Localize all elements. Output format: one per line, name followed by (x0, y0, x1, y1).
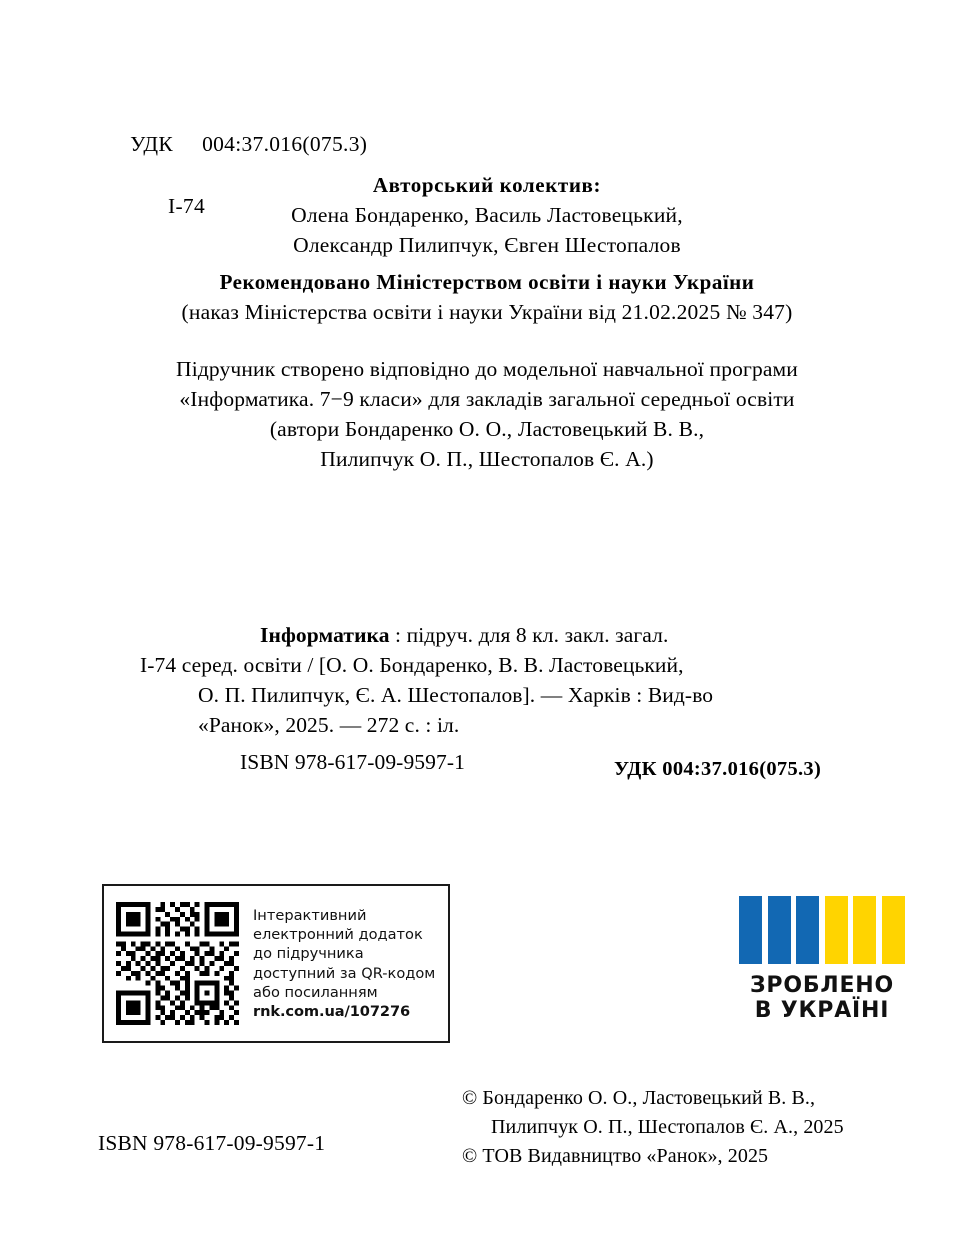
cip-bibliographic-record (140, 620, 860, 777)
qr-promo-box (102, 884, 450, 1043)
badge-bar-1 (739, 896, 762, 964)
ministry-heading: Рекомендовано Міністерством освіти і науки України (219, 270, 755, 294)
cip-line-4: «Ранок», 2025. — 272 с. : іл. (198, 713, 460, 737)
qr-text-line-3: до підручника (253, 945, 364, 963)
qr-text-line-4: доступний за QR-кодом (253, 964, 436, 982)
udc-label: УДК (130, 132, 174, 156)
made-line-2: В УКРАЇНІ (754, 998, 890, 1023)
qr-link[interactable]: rnk.com.ua/107276 (253, 1002, 411, 1020)
ministry-approval-block (0, 267, 974, 327)
copyright-line-1: © Бондаренко О. О., Ластовецький В. В., (462, 1087, 816, 1109)
qr-promo-text (253, 906, 435, 1021)
udc-code: 004:37.016(075.3) (202, 132, 368, 156)
udc-author-index: I-74 (168, 194, 206, 218)
cip-line-2: I-74 серед. освіти / [О. О. Бондаренко, В. В. Ластовецький, (140, 653, 684, 677)
program-line-4: Пилипчук О. П., Шестопалов Є. А.) (320, 447, 654, 471)
copyright-line-2: Пилипчук О. П., Шестопалов Є. А., 2025 (491, 1116, 844, 1138)
cip-title-rest: : підруч. для 8 кл. закл. загал. (389, 623, 669, 647)
authors-block (0, 170, 974, 260)
badge-bar-4 (825, 896, 848, 964)
authors-heading: Авторський колектив: (372, 173, 602, 197)
cip-line-1 (140, 620, 860, 650)
copyright-line-3: © ТОВ Видавництво «Ранок», 2025 (462, 1145, 769, 1167)
program-line-1: Підручник створено відповідно до модельної навчальної програми (176, 357, 798, 381)
bottom-isbn: ISBN 978-617-09-9597-1 (98, 1131, 326, 1155)
authors-line-2: Олександр Пилипчук, Євген Шестопалов (293, 233, 681, 257)
made-line-1: ЗРОБЛЕНО (749, 973, 895, 998)
badge-bar-6 (882, 896, 905, 964)
badge-bar-5 (853, 896, 876, 964)
badge-bar-3 (796, 896, 819, 964)
ministry-order-line: (наказ Міністерства освіти і науки України від 21.02.2025 № 347) (181, 300, 793, 324)
made-in-ukraine-badge (736, 896, 908, 1023)
qr-text-line-1: Інтерактивний (253, 906, 367, 924)
cip-udc: УДК 004:37.016(075.3) (614, 758, 822, 780)
program-line-3: (автори Бондаренко О. О., Ластовецький В. В., (269, 417, 705, 441)
made-in-ukraine-bars-icon (739, 896, 905, 964)
cip-title: Інформатика (260, 623, 390, 647)
program-line-2: «Інформатика. 7−9 класи» для закладів загальної середньої освіти (179, 387, 795, 411)
model-program-block (0, 354, 974, 474)
cip-line-3: О. П. Пилипчук, Є. А. Шестопалов]. — Харків : Вид-во (198, 683, 714, 707)
authors-line-1: Олена Бондаренко, Василь Ластовецький, (291, 203, 683, 227)
qr-text-line-5: або посиланням (253, 983, 378, 1001)
copyright-block (462, 1084, 844, 1171)
cip-isbn: ISBN 978-617-09-9597-1 (240, 750, 465, 774)
qr-text-line-2: електронний додаток (253, 926, 423, 944)
qr-code-icon[interactable] (116, 902, 239, 1025)
badge-bar-2 (768, 896, 791, 964)
made-in-ukraine-text (736, 973, 908, 1023)
